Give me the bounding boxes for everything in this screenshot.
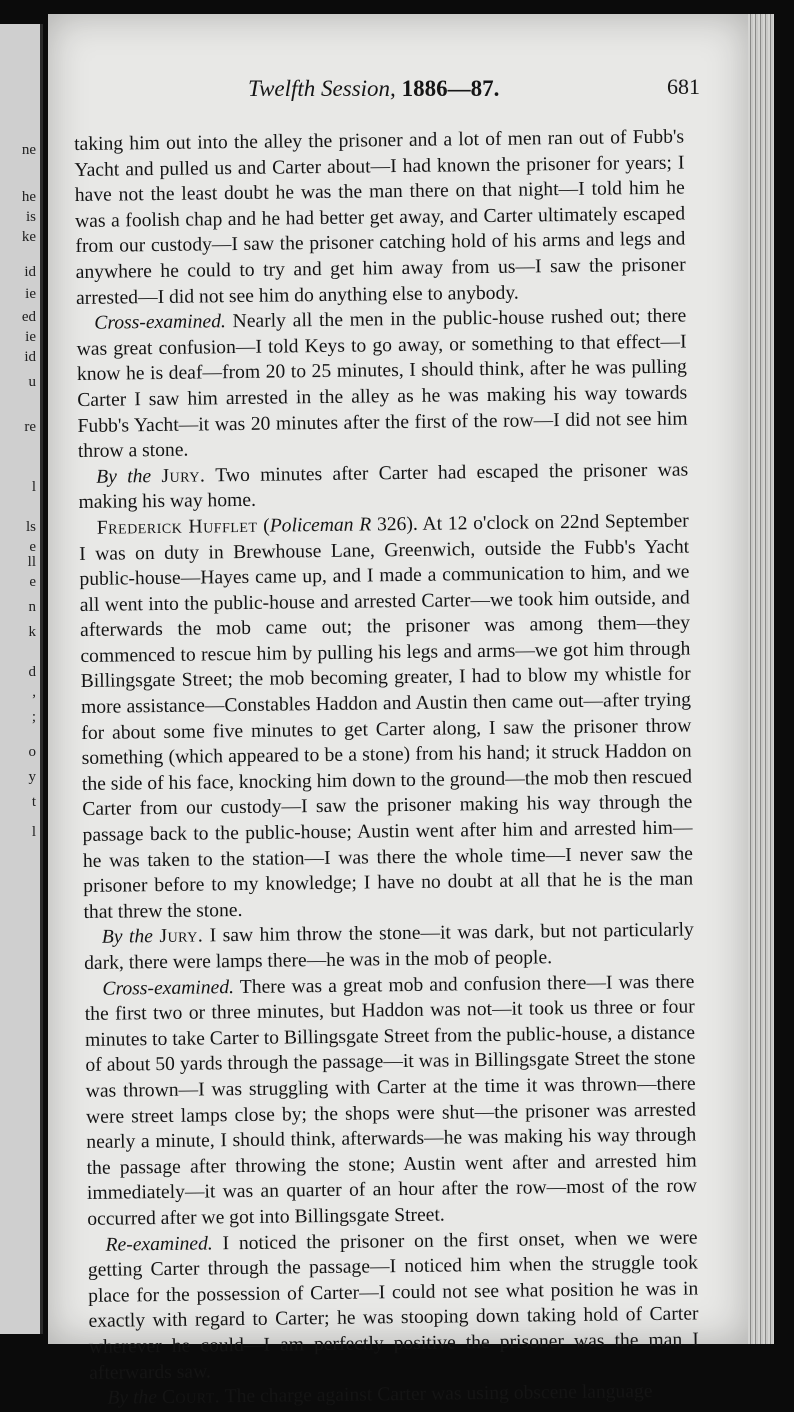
running-head-year: 1886—87. — [401, 76, 500, 101]
text-run: By the — [96, 465, 152, 488]
left-page-fragment: ne — [21, 142, 36, 158]
left-page-fragment: ie — [25, 329, 36, 345]
left-page-fragment: ed — [21, 309, 36, 325]
text-run: taking him out into the alley the prisoner and a lot of men ran out of Fubb's Yacht and pulled us and Carter about—I had known the prisoner for years; I have not the least doubt he was the man there on that night—I told him he was a foolish chap and he had better get away, and Carter ultimately escaped from our custody—I saw the prisoner catching hold of his arms and legs and anywhere he could to try and get him away from us—I saw the prisoner arrested—I did not see him do anything else to anybody. — [74, 126, 686, 309]
page-number: 681 — [667, 74, 700, 99]
left-page-fragment: ; — [31, 709, 36, 725]
left-page-fragment: l — [31, 479, 36, 495]
left-page-fragment: u — [28, 374, 36, 390]
text-run: Re-examined. — [105, 1232, 213, 1256]
left-page-fragment: he — [21, 189, 36, 205]
left-page-fragment: ie — [25, 286, 36, 302]
paragraph — [74, 125, 686, 312]
text-run: Cross-examined. — [102, 976, 235, 1000]
paragraph — [87, 1225, 699, 1386]
text-run: I saw him throw the stone—it was dark, but not particularly dark, there were lamps there—he was in the mob of people. — [84, 919, 694, 974]
left-page-fragment: d — [28, 664, 36, 680]
left-page-fragment: y — [28, 769, 36, 785]
running-head — [248, 76, 499, 102]
left-page-fragment: ls — [25, 519, 36, 535]
paragraph — [79, 508, 694, 925]
text-run: Cross-examined. — [94, 311, 226, 334]
left-page-fragment: k — [28, 624, 36, 640]
text-run: By the — [107, 1387, 158, 1409]
left-page-fragment: ke — [21, 229, 36, 245]
paragraph — [78, 457, 689, 516]
left-page-fragment: , — [32, 684, 36, 700]
left-page-fragment: id — [24, 264, 36, 280]
text-run: There was a great mob and confusion there—I was there the first two or three minutes, but Haddon was not—it took us three or four minutes to take Carter to Billingsgate Street from the public-house, a distance of about 50 yards through the passage—it was in Billingsgate Street the stone was thrown—I was struggling with Carter at the time it was thrown—there were street lamps close by; the shops were shut—the prisoner was arrested nearly a minute, I should think, afterwards—he was making his way through the passage after throwing the stone; Austin went after and arrested him immediately—it was an quarter of an hour after the row—most of the row occurred after we got into Billingsgate Street. — [84, 971, 698, 1230]
text-run: Frederick Hufflet — [96, 515, 258, 539]
text-run: I noticed the prisoner on the first onset, when we were getting Carter through the passage—I noticed him when the struggle took place for the possession of Carter—I could not see what position he was in exactly with regard to Carter; he was stooping down taking hold of Carter wherever he could—I am perfectly positive the prisoner was the man I afterwards saw. — [87, 1226, 699, 1384]
left-page-edge — [0, 24, 43, 1334]
left-page-fragment: e — [29, 539, 36, 555]
text-run: Court. — [161, 1386, 221, 1409]
left-page-fragment: l — [31, 824, 36, 840]
left-page-fragment: o — [28, 744, 36, 760]
text-run: Jury. — [161, 465, 206, 487]
book-page — [48, 14, 748, 1409]
left-page-fragment: id — [24, 349, 36, 365]
text-run: 326). At 12 o'clock on 22nd September I was on duty in Brewhouse Lane, Greenwich, outside the Fubb's Yacht public-house—Hayes came up, and I made a communication to him, and we all went into the public-house and arrested Carter—we took him outside, and afterwards the mob came out; the prisoner was among them—they commenced to rescue him by pulling his legs and arms—we got him through Billingsgate Street; the mob becoming greater, I had to blow my whistle for more assistance—Constables Haddon and Austin then came out—after trying for about some five minutes to get Carter along, I saw the prisoner throw something (which appeared to be a stone) from his hand; it struck Haddon on the side of his face, knocking him down to the ground—the mob then rescued Carter from our custody—I saw the prisoner making his way through the passage back to the public-house; Austin went after him and arrested him—he was taken to the station—I was there the whole time—I never saw the prisoner before to my knowledge; I have no doubt at all that he is the man that threw the stone. — [79, 510, 694, 923]
text-run: The charge against Carter was using obscene language — [220, 1381, 653, 1408]
left-page-fragment: e — [29, 574, 36, 590]
text-run: Nearly all the men in the public-house rushed out; there was great confusion—I told Keys to go away, or something to that effect—I know he is deaf—from 20 to 25 minutes, I should think, after he was pulling Carter I saw him arrested in the alley as he was making his way towards Fubb's Yacht—it was 20 minutes after the first of the row—I did not see him throw a stone. — [76, 305, 688, 463]
left-page-fragment: is — [25, 209, 36, 225]
paragraph — [76, 304, 688, 465]
text-run — [151, 466, 162, 487]
page-edges — [748, 14, 774, 1344]
left-page-fragment: ll — [27, 554, 36, 570]
body-text — [74, 125, 700, 1412]
text-run: By the — [101, 926, 154, 949]
text-run: Policeman R — [269, 514, 372, 537]
paragraph — [84, 918, 695, 977]
left-page-fragment: t — [31, 794, 36, 810]
left-page-fragment: n — [28, 599, 36, 615]
text-run: Jury. — [159, 925, 204, 948]
left-page-fragment: re — [24, 419, 36, 435]
text-run: Two minutes after Carter had escaped the prisoner was making his way home. — [78, 459, 689, 514]
running-head-session: Twelfth Session, — [248, 76, 396, 101]
page-header — [48, 74, 748, 114]
paragraph — [84, 969, 697, 1232]
text-run: ( — [257, 515, 270, 537]
